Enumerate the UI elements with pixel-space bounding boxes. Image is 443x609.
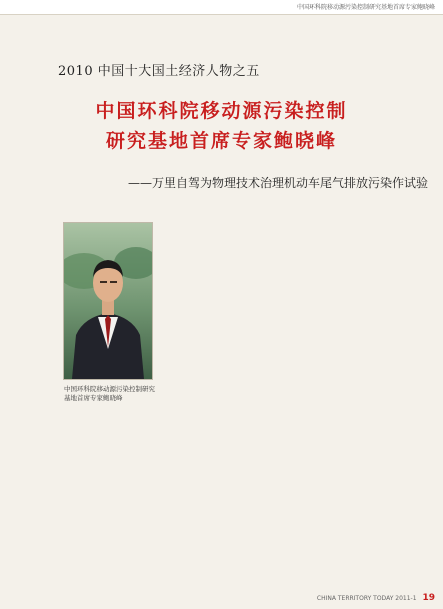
headline-line-1: 中国环科院移动源污染控制 xyxy=(95,100,348,122)
photo-caption: 中国环科院移动源污染控制研究基地首席专家鲍晓峰 xyxy=(64,385,155,402)
headline-line-2: 研究基地首席专家鲍晓峰 xyxy=(105,130,337,152)
page-footer xyxy=(317,593,435,603)
kicker: 2010 中国十大国土经济人物之五 xyxy=(58,64,260,79)
top-strip xyxy=(0,0,443,15)
portrait-illustration xyxy=(64,223,152,379)
running-head: 中国环科院移动源污染控制研究基地首席专家鲍晓峰 xyxy=(296,4,435,11)
portrait-photo xyxy=(63,222,153,380)
subtitle: ——万里自驾为物理技术治理机动车尾气排放污染作试验 xyxy=(127,176,428,190)
magazine-name: CHINA TERRITORY TODAY 2011-1 xyxy=(316,595,417,602)
page-number: 19 xyxy=(422,593,435,603)
